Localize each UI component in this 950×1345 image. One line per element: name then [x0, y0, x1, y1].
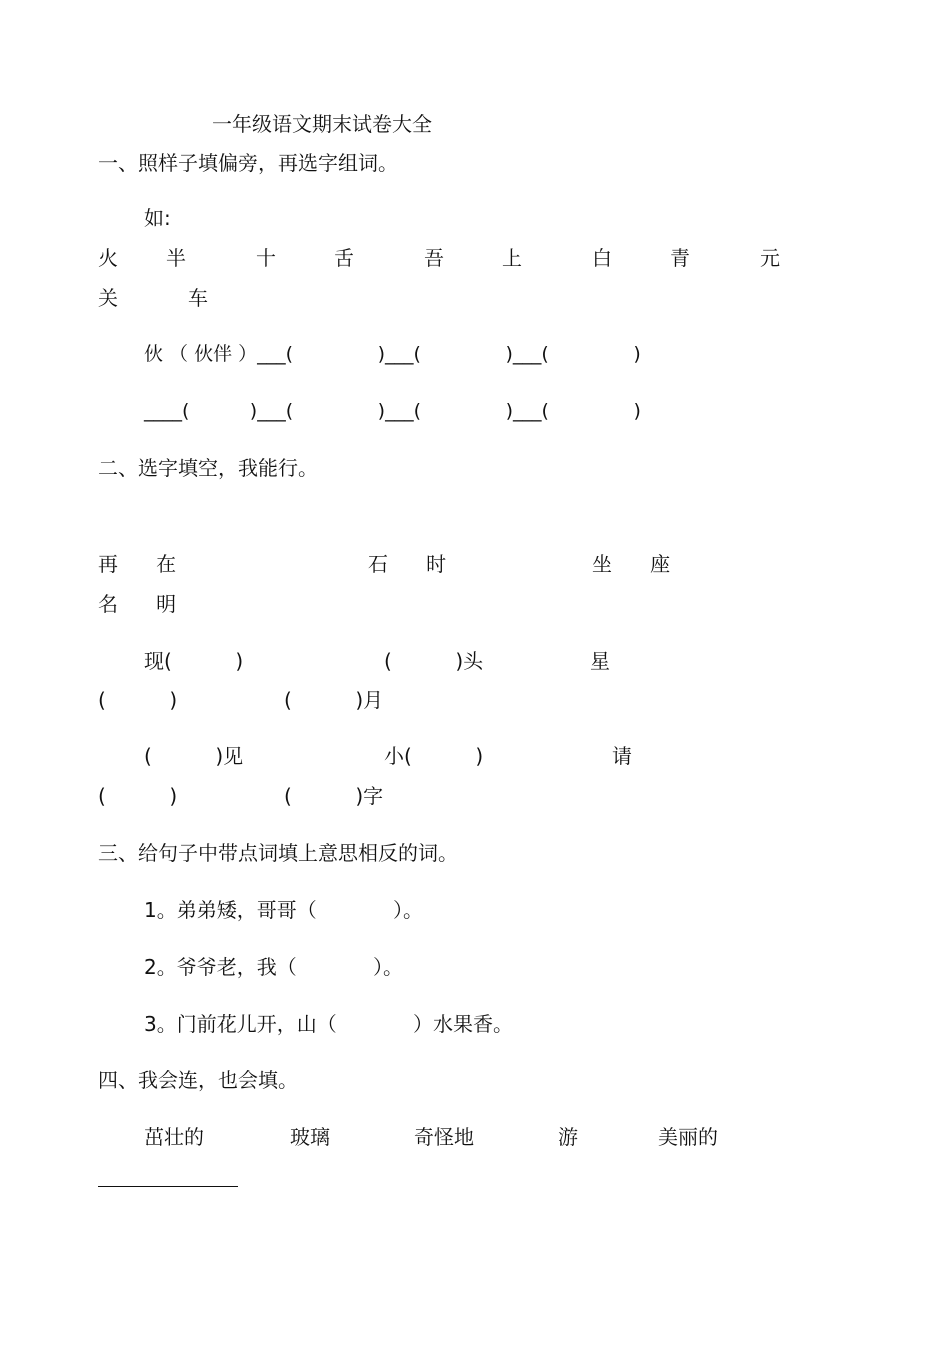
page-title: 一年级语文期末试卷大全	[212, 112, 432, 136]
answer-line	[98, 1186, 238, 1187]
question-1: 1。弟弟矮，哥哥（ ）。	[144, 898, 424, 922]
blank-item: 星	[590, 649, 610, 673]
section-3-heading: 三、给句子中带点词填上意思相反的词。	[98, 841, 458, 865]
blank-item: 小( )	[384, 744, 484, 768]
char-item: 十	[256, 246, 276, 270]
blank-item: ( )	[98, 784, 178, 808]
char-pair: 坐 座	[592, 552, 671, 576]
blank-item: 现( )	[144, 649, 244, 673]
char-item: 青	[670, 246, 690, 270]
blank-item: ( )头	[384, 649, 484, 673]
blank-item: 请	[612, 744, 632, 768]
match-word: 美丽的	[658, 1125, 718, 1149]
blank-item: ( )月	[284, 688, 384, 712]
match-word: 茁壮的	[144, 1125, 204, 1149]
char-item: 车	[188, 286, 208, 310]
blank-item: ( )字	[284, 784, 384, 808]
char-pair: 名 明	[98, 592, 177, 616]
section-4-heading: 四、我会连，也会填。	[98, 1068, 298, 1092]
char-item: 白	[592, 246, 612, 270]
match-word: 奇怪地	[414, 1125, 474, 1149]
fill-line-2: ____( )___( )___( )___( )	[144, 400, 641, 422]
question-3: 3。门前花儿开，山（ ）水果香。	[144, 1012, 514, 1036]
char-pair: 石 时	[368, 552, 447, 576]
char-item: 半	[166, 246, 186, 270]
char-item: 吾	[424, 246, 444, 270]
char-item: 元	[760, 246, 780, 270]
char-item: 关	[98, 286, 118, 310]
char-item: 上	[502, 246, 522, 270]
char-pair: 再 在	[98, 552, 177, 576]
match-word: 游	[558, 1125, 578, 1149]
question-2: 2。爷爷老，我（ ）。	[144, 955, 404, 979]
section-2-heading: 二、选字填空，我能行。	[98, 456, 318, 480]
section-1-heading: 一、照样子填偏旁，再选字组词。	[98, 151, 398, 175]
match-word: 玻璃	[290, 1125, 330, 1149]
fill-line-1: 伙 （ 伙伴 ）___( )___( )___( )	[144, 343, 641, 365]
char-item: 舌	[334, 246, 354, 270]
char-item: 火	[98, 246, 118, 270]
blank-item: ( )	[98, 688, 178, 712]
example-label: 如:	[144, 206, 171, 230]
blank-item: ( )见	[144, 744, 244, 768]
